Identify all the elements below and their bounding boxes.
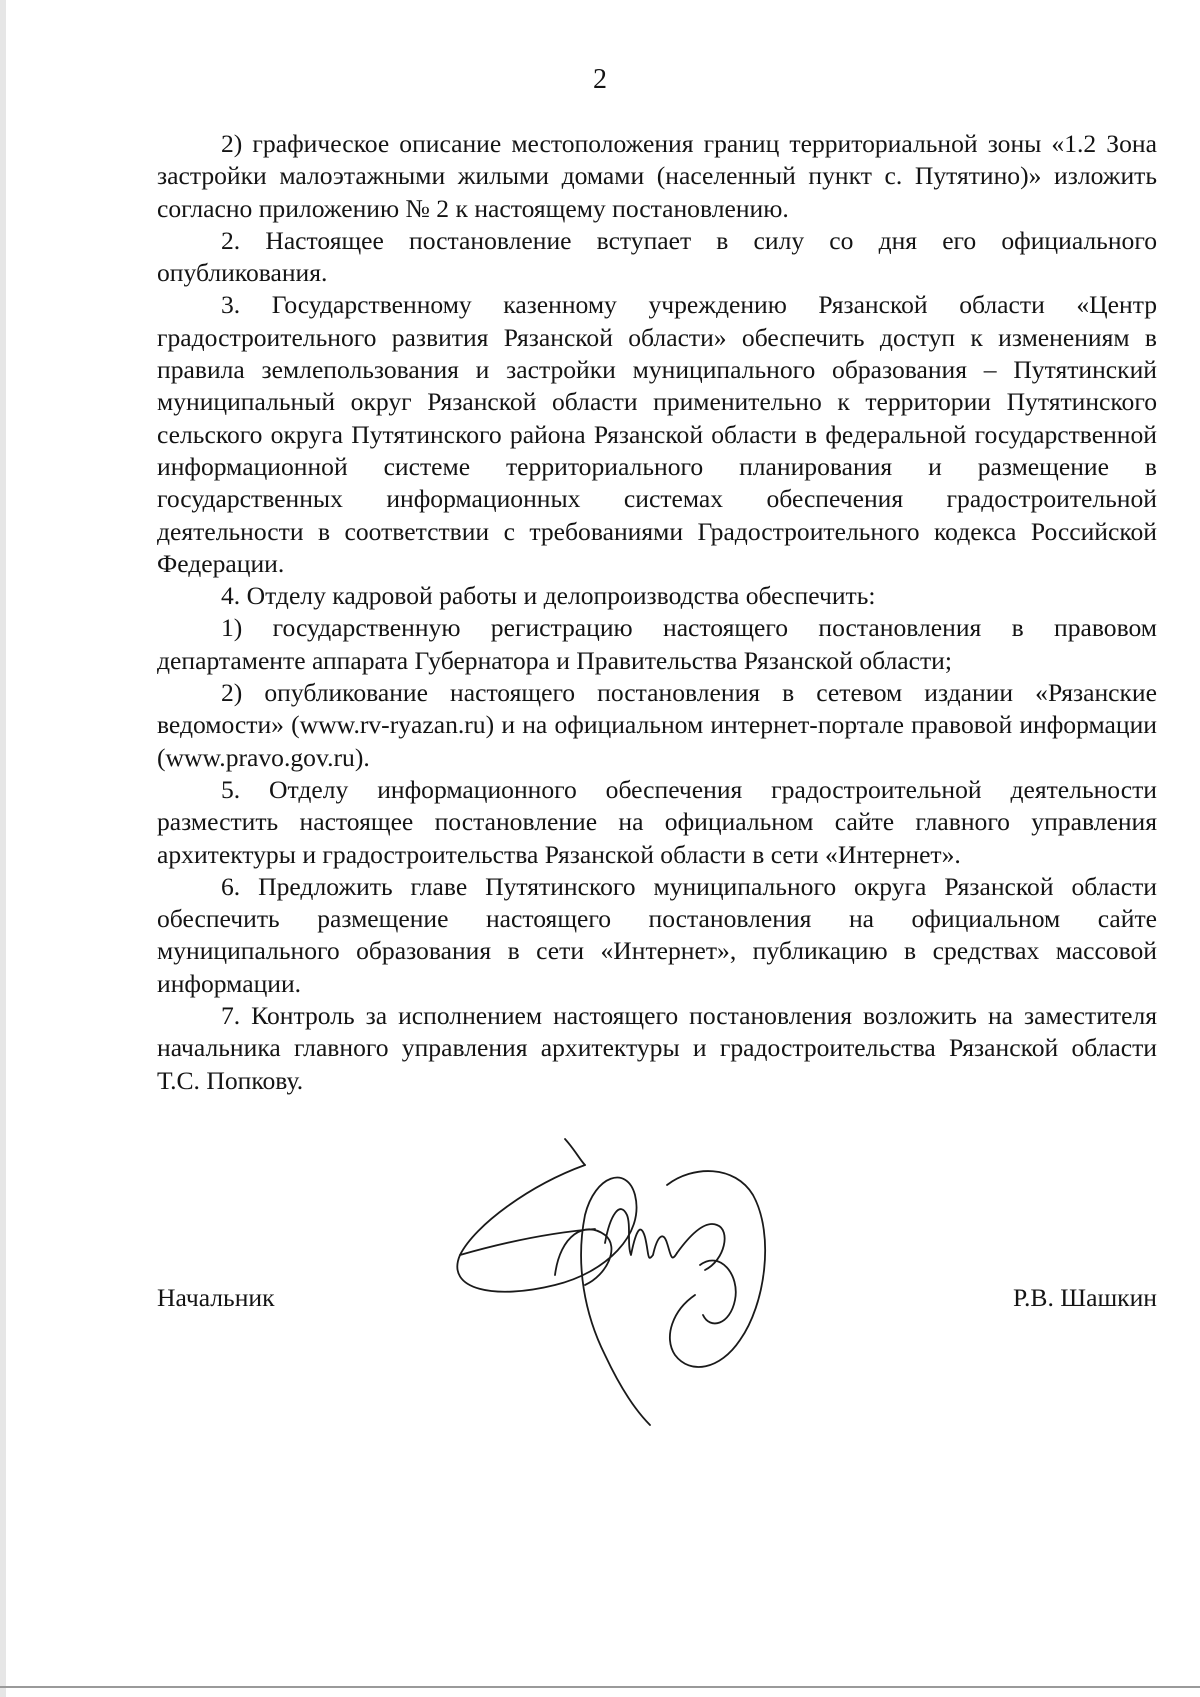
signer-position: Начальник xyxy=(157,1283,275,1312)
paragraph-5: 5. Отделу информационного обеспечения градостроительной деятельности разместить настоящее постановление на официальном сайте главного управления архитектуры и градостроительства Рязанской области в сети «Интернет». xyxy=(157,774,1157,869)
signer-name: Р.В. Шашкин xyxy=(1012,1283,1157,1312)
paragraph-4-item-1: 1) государственную регистрацию настоящего постановления в правовом департаменте аппарата Губернатора и Правительства Рязанской области; xyxy=(157,613,1157,675)
scan-edge xyxy=(0,0,6,1697)
paragraph-2: 2. Настоящее постановление вступает в силу со дня его официального опубликования. xyxy=(157,225,1157,288)
scan-bottom-edge xyxy=(0,1686,1200,1688)
paragraph-4: 4. Отделу кадровой работы и делопроизводства обеспечить: xyxy=(221,581,876,611)
page-number: 2 xyxy=(593,64,607,95)
paragraph-7: 7. Контроль за исполнением настоящего постановления возложить на заместителя начальника главного управления архитектуры и градостроительства Рязанской области Т.С. Попкову. xyxy=(157,1001,1157,1095)
document-body xyxy=(157,128,1157,1097)
paragraph-1-item-2: 2) графическое описание местоположения границ территориальной зоны «1.2 Зона застройки малоэтажными жилыми домами (населенный пункт с. Путятино)» изложить согласно приложению № 2 к настоящему постановлению. xyxy=(157,129,1157,223)
handwritten-signature xyxy=(435,1125,795,1435)
paragraph-3: 3. Государственному казенному учреждению Рязанской области «Центр градостроительного развития Рязанской области» обеспечить доступ к изменениям в правила землепользования и застройки муниципального образования – Путятинский муниципальный округ Рязанской области применительно к территории Путятинского сельского округа Путятинского района Рязанской области в федеральной государственной информационной системе территориального планирования и размещение в государственных информационных системах обеспечения градостроительной деятельности в соответствии с требованиями Градостроительного кодекса Российской Федерации. xyxy=(157,290,1157,578)
paragraph-4-item-2: 2) опубликование настоящего постановления в сетевом издании «Рязанские ведомости» (www.rv-ryazan.ru) и на официальном интернет-портале правовой информации (www.pravo.gov.ru). xyxy=(157,678,1157,772)
paragraph-6: 6. Предложить главе Путятинского муниципального округа Рязанской области обеспечить размещение настоящего постановления на официальном сайте муниципального образования в сети «Интернет», публикацию в средствах массовой информации. xyxy=(157,871,1157,998)
